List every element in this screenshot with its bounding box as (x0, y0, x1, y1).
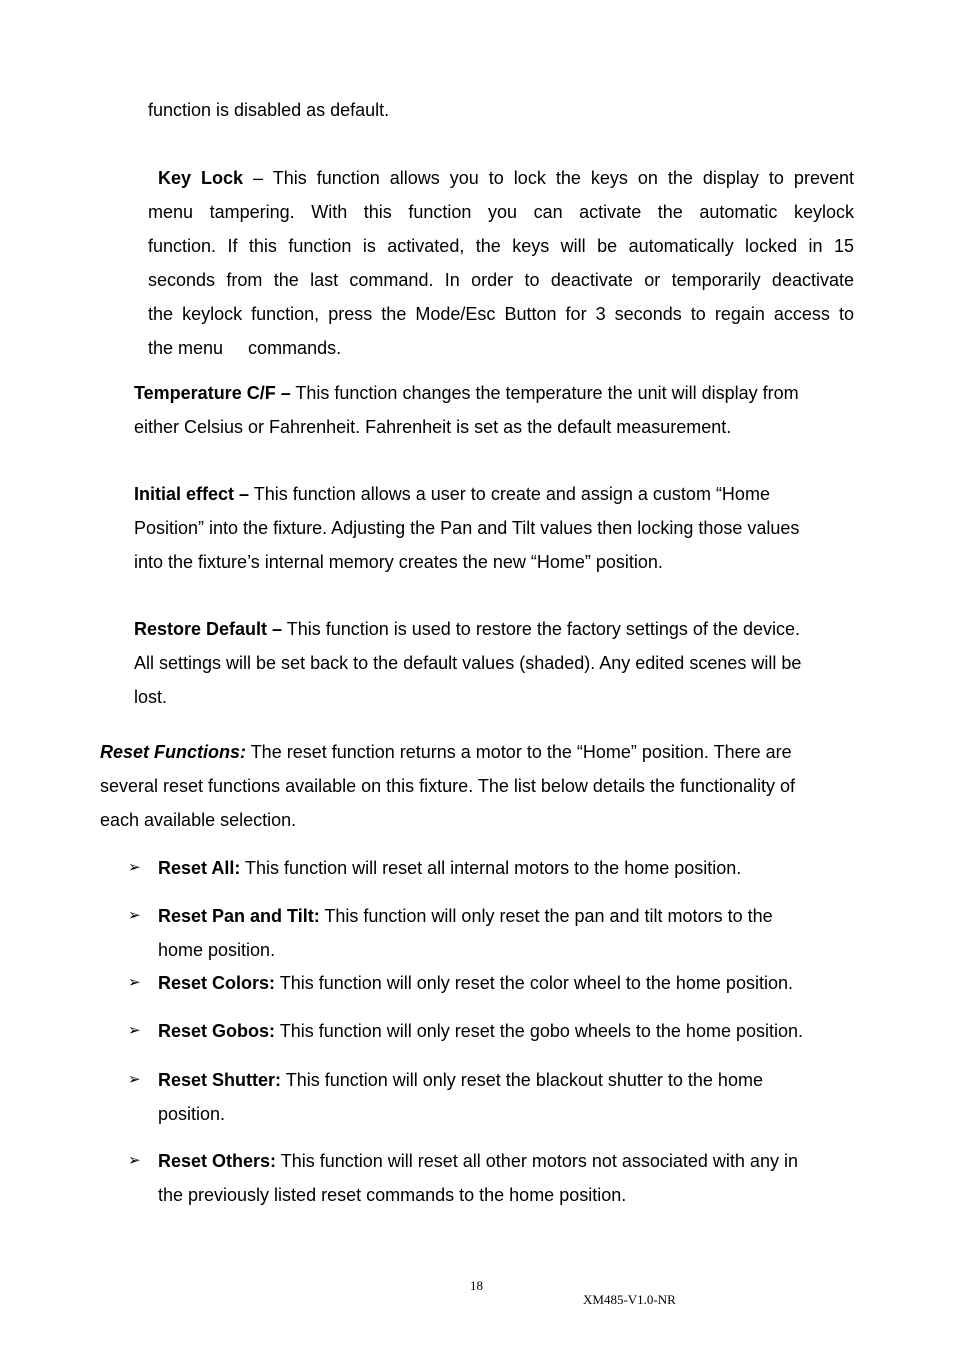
temperature-label: Temperature C/F – (134, 383, 291, 403)
intro-line: function is disabled as default. (148, 100, 390, 120)
list-item-reset-others: ➢ Reset Others: This function will reset all other motors not associated with any in the previously listed reset commands to the home position. (128, 1144, 858, 1212)
arrow-bullet-icon: ➢ (128, 859, 141, 876)
bullet-label: Reset Gobos: (158, 1021, 276, 1041)
reset-functions-line-3: each available selection. (100, 810, 297, 830)
list-item-reset-pan-tilt: ➢ Reset Pan and Tilt: This function will only reset the pan and tilt motors to the home position. (128, 899, 858, 967)
intro-paragraph (148, 93, 854, 127)
initial-effect-line-3: into the fixture’s internal memory creates the new “Home” position. (134, 552, 663, 572)
bullet-label: Reset Shutter: (158, 1070, 282, 1090)
bullet-label: Reset Pan and Tilt: (158, 906, 320, 926)
key-lock-line-5: the keylock function, press the Mode/Esc Button for 3 seconds to regain access to (148, 304, 854, 324)
bullet-label: Reset All: (158, 858, 241, 878)
list-item-reset-all: ➢ Reset All: This function will reset all internal motors to the home position. (128, 851, 858, 885)
arrow-bullet-icon: ➢ (128, 1022, 141, 1039)
restore-default-line-2: All settings will be set back to the default values (shaded). Any edited scenes will be (134, 653, 802, 673)
arrow-bullet-icon: ➢ (128, 907, 141, 924)
key-lock-paragraph (148, 161, 854, 365)
key-lock-line-2: menu tampering. With this function you can activate the automatic keylock (148, 202, 854, 222)
initial-effect-paragraph (134, 477, 854, 579)
page-number: 18 (470, 1278, 483, 1293)
arrow-bullet-icon: ➢ (128, 1071, 141, 1088)
list-item-reset-colors: ➢ Reset Colors: This function will only reset the color wheel to the home position. (128, 966, 858, 1000)
list-item-reset-shutter: ➢ Reset Shutter: This function will only reset the blackout shutter to the home position. (128, 1063, 858, 1131)
key-lock-label: Key Lock (158, 168, 244, 188)
initial-effect-label: Initial effect – (134, 484, 250, 504)
bullet-label: Reset Others: (158, 1151, 277, 1171)
document-id: XM485-V1.0-NR (583, 1292, 676, 1307)
arrow-bullet-icon: ➢ (128, 1152, 141, 1169)
restore-default-label: Restore Default – (134, 619, 283, 639)
reset-functions-line-1: Reset Functions: The reset function returns a motor to the “Home” position. There are (100, 742, 792, 762)
reset-functions-line-2: several reset functions available on this fixture. The list below details the functionality of (100, 776, 796, 796)
initial-effect-line-1: Initial effect – This function allows a user to create and assign a custom “Home (134, 484, 770, 504)
restore-default-line-1: Restore Default – This function is used to restore the factory settings of the device. (134, 619, 800, 639)
temperature-paragraph (134, 376, 854, 444)
key-lock-line-4: seconds from the last command. In order to deactivate or temporarily deactivate (148, 270, 854, 290)
key-lock-line-3: function. If this function is activated, the keys will be automatically locked in 15 (148, 236, 854, 256)
arrow-bullet-icon: ➢ (128, 974, 141, 991)
temperature-line-2: either Celsius or Fahrenheit. Fahrenheit is set as the default measurement. (134, 417, 732, 437)
temperature-line-1: Temperature C/F – This function changes the temperature the unit will display from (134, 383, 799, 403)
restore-default-line-3: lost. (134, 687, 168, 707)
initial-effect-line-2: Position” into the fixture. Adjusting the Pan and Tilt values then locking those values (134, 518, 800, 538)
key-lock-line-6: the menu commands. (148, 338, 342, 358)
key-lock-line-1: Key Lock – This function allows you to lock the keys on the display to prevent (158, 168, 854, 188)
restore-default-paragraph (134, 612, 854, 714)
bullet-label: Reset Colors: (158, 973, 276, 993)
reset-functions-label: Reset Functions: (100, 742, 247, 762)
list-item-reset-gobos: ➢ Reset Gobos: This function will only reset the gobo wheels to the home position. (128, 1014, 858, 1048)
reset-functions-paragraph (100, 735, 854, 837)
